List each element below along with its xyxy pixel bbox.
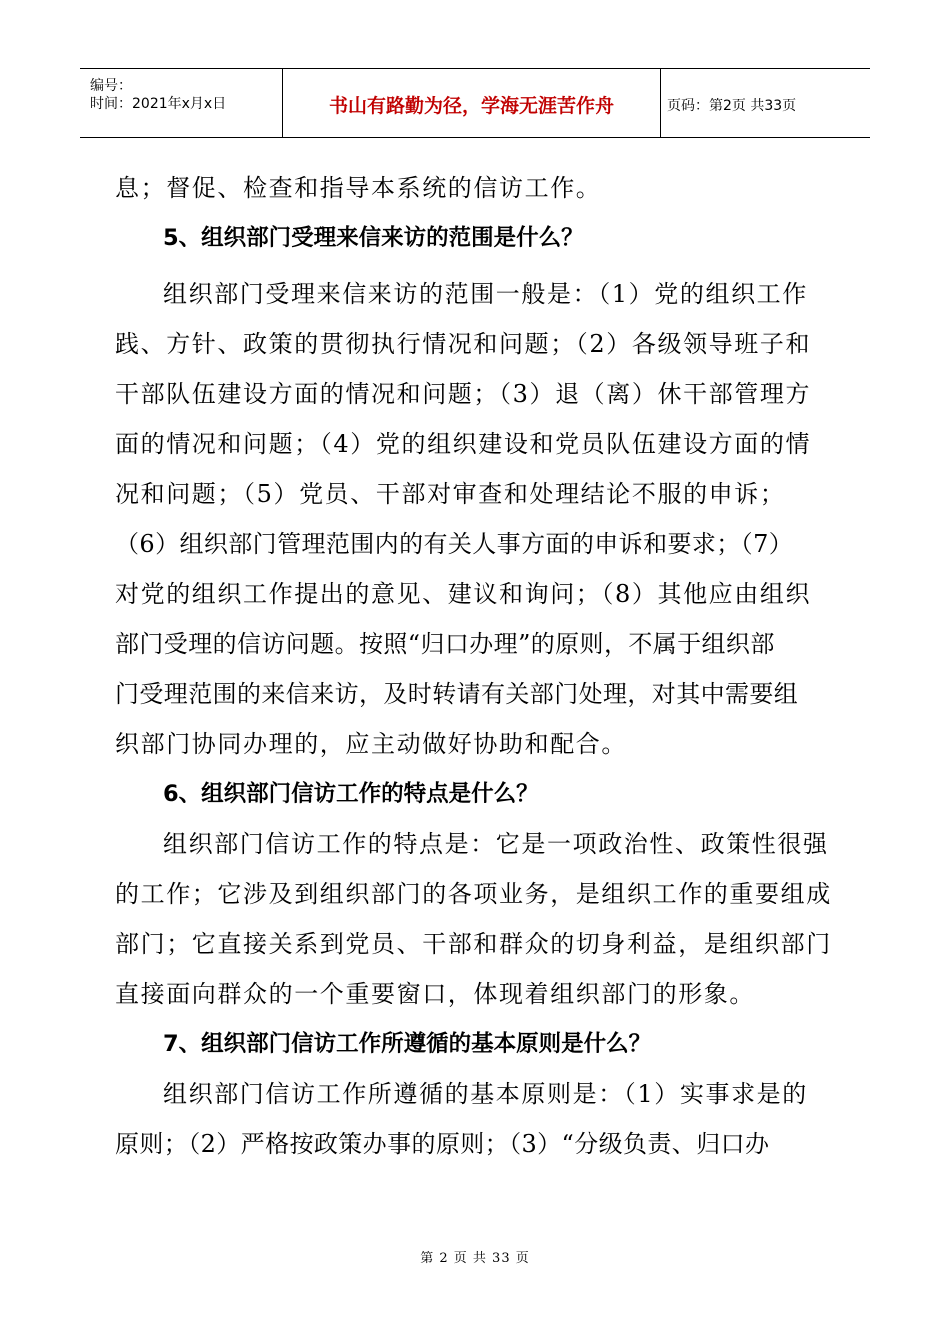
paragraph-line: 部门；它直接关系到党员、干部和群众的切身利益，是组织部门	[115, 930, 832, 958]
time-label: 时间：2021年x月x日	[90, 96, 227, 112]
paragraph-line: 门受理范围的来信来访，及时转请有关部门处理，对其中需要组	[115, 680, 799, 708]
paragraph-line: 干部队伍建设方面的情况和问题；（3）退（离）休干部管理方	[115, 380, 812, 408]
paragraph-line: 息；督促、检查和指导本系统的信访工作。	[115, 174, 602, 202]
page-info: 页码：第2页 共33页	[667, 98, 797, 114]
question-heading-7: 7、组织部门信访工作所遵循的基本原则是什么？	[163, 1031, 652, 1057]
paragraph-line: 织部门协同办理的，应主动做好协助和配合。	[115, 730, 627, 758]
page-header	[80, 68, 870, 138]
page-footer: 第 2 页 共 33 页	[420, 1251, 530, 1266]
header-motto-cell	[283, 69, 661, 137]
paragraph-line: 组织部门受理来信来访的范围一般是：（1）党的组织工作	[163, 280, 808, 308]
question-heading-6: 6、组织部门信访工作的特点是什么？	[163, 781, 539, 807]
header-meta-cell	[80, 69, 283, 137]
paragraph-line: 直接面向群众的一个重要窗口，体现着组织部门的形象。	[115, 980, 755, 1008]
paragraph-line: 践、方针、政策的贯彻执行情况和问题；（2）各级领导班子和	[115, 330, 812, 358]
motto-text: 书山有路勤为径，学海无涯苦作舟	[328, 95, 614, 117]
paragraph-line: 面的情况和问题；（4）党的组织建设和党员队伍建设方面的情	[115, 430, 812, 458]
serial-number-label: 编号：	[90, 78, 132, 94]
paragraph-line: 原则；（2）严格按政策办事的原则；（3）“分级负责、归口办	[115, 1130, 770, 1158]
header-page-cell	[661, 69, 870, 137]
paragraph-line: 组织部门信访工作的特点是：它是一项政治性、政策性很强	[163, 830, 829, 858]
paragraph-line: 部门受理的信访问题。按照“归口办理”的原则，不属于组织部	[115, 630, 775, 658]
question-heading-5: 5、组织部门受理来信来访的范围是什么？	[163, 225, 584, 251]
paragraph-line: 对党的组织工作提出的意见、建议和询问；（8）其他应由组织	[115, 580, 812, 608]
paragraph-line: （6）组织部门管理范围内的有关人事方面的申诉和要求；（7）	[115, 530, 794, 558]
paragraph-line: 况和问题；（5）党员、干部对审查和处理结论不服的申诉；	[115, 480, 786, 508]
paragraph-line: 的工作；它涉及到组织部门的各项业务，是组织工作的重要组成	[115, 880, 832, 908]
paragraph-line: 组织部门信访工作所遵循的基本原则是：（1）实事求是的	[163, 1080, 808, 1108]
